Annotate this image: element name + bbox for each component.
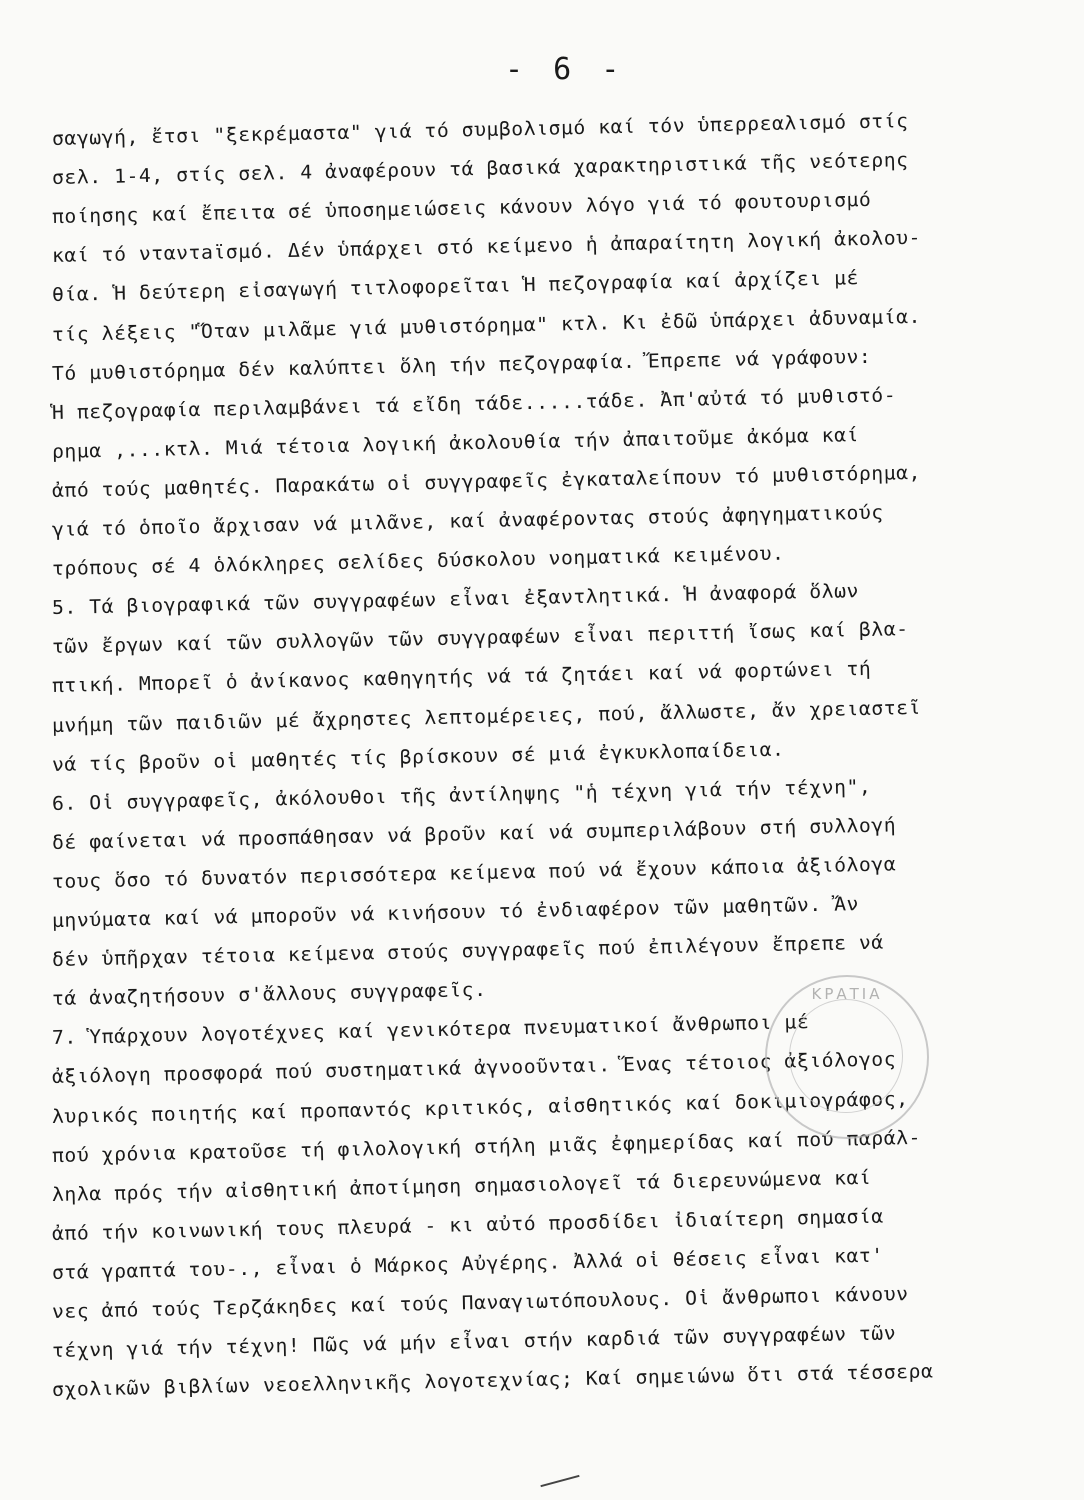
text-line: πού χρόνια κρατοῦσε τή φιλολογική στήλη μιᾶς ἐφημερίδας καί πού παράλ- [51,1126,922,1167]
text-line: νες ἀπό τούς Τερζάκηδες καί τούς Παναγιωτόπουλους. Οἱ ἄνθρωποι κάνουν [51,1283,909,1323]
text-line: σχολικῶν βιβλίων νεοελληνικῆς λογοτεχνίας; Καί σημειώνω ὅτι στά τέσσερα [51,1360,934,1402]
text-line: Ἡ πεζογραφία περιλαμβάνει τά εἴδη τάδε.....τάδε. Ἀπ'αὐτά τό μυθιστό- [51,384,897,424]
text-line: ποίησης καί ἔπειτα σέ ὑποσημειώσεις κάνουν λόγο γιά τό φουτουρισμό [51,189,872,229]
text-line: τίς λέξεις "Ὅταν μιλᾶμε γιά μυθιστόρημα" κτλ. Κι ἐδῶ ὑπάρχει ἀδυναμία. [51,305,922,346]
text-line: σαγωγή, ἔτσι "ξεκρέμαστα" γιά τό συμβολισμό καί τόν ὑπερρεαλισμό στίς [51,110,909,150]
text-line: μνήμη τῶν παιδιῶν μέ ἄχρηστες λεπτομέρειες, πού, ἄλλωστε, ἄν χρειαστεῖ [51,696,922,737]
text-line: τέχνη γιά τήν τέχνη! Πῶς νά μήν εἶναι στήν καρδιά τῶν συγγραφέων τῶν [51,1322,897,1363]
page-number: - 6 - [505,52,626,87]
text-line: Τό μυθιστόρημα δέν καλύπτει ὅλη τήν πεζογραφία. Ἔπρεπε νά γράφουν: [51,345,872,385]
text-line: τρόπους σέ 4 ὁλόκληρες σελίδες δύσκολου νοηματικά κειμένου. [51,542,785,581]
text-line: γιά τό ὁποῖο ἄρχισαν νά μιλᾶνε, καί ἀναφέροντας στούς ἀφηγηματικούς [51,501,884,541]
text-line: δέ φαίνεται νά προσπάθησαν νά βροῦν καί νά συμπεριλάβουν στή συλλογή [51,814,897,854]
text-line: σελ. 1-4, στίς σελ. 4 ἀναφέρουν τά βασικά χαρακτηριστικά τῆς νεότερης [51,149,909,190]
text-line: δέν ὑπῆρχαν τέτοια κείμενα στούς συγγραφεῖς πού ἐπιλέγουν ἔπρεπε νά [51,931,884,972]
text-line: ρημα ,...κτλ. Μιά τέτοια λογική ἀκολουθία τήν ἀπαιτοῦμε ἀκόμα καί [51,423,860,463]
text-line: θία. Ἡ δεύτερη εἰσαγωγή τιτλοφορεῖται Ἡ πεζογραφία καί ἀρχίζει μέ [51,267,860,307]
text-line: τά ἀναζητήσουν σ'ἄλλους συγγραφεῖς. [51,979,487,1011]
text-line: ἀπό τήν κοινωνική τους πλευρά - κι αὐτό προσδίδει ἰδιαίτερη σημασία [51,1205,884,1245]
text-line: πτική. Μπορεῖ ὁ ἀνίκανος καθηγητής νά τά ζητάει καί νά φορτώνει τή [51,658,872,698]
text-line: νά τίς βροῦν οἱ μαθητές τίς βρίσκουν σέ μιά ἐγκυκλοπαίδεια. [51,738,785,776]
text-line: μηνύματα καί νά μποροῦν νά κινήσουν τό ἐνδιαφέρον τῶν μαθητῶν. Ἄν [51,893,860,932]
text-line: τους ὅσο τό δυνατόν περισσότερα κείμενα πού νά ἔχουν κάποια ἀξιόλογα [51,853,897,893]
text-line: τῶν ἔργων καί τῶν συλλογῶν τῶν συγγραφέων εἶναι περιττή ἴσως καί βλα- [51,618,909,659]
text-line: ληλα πρός τήν αἰσθητική ἀποτίμηση σημασιολογεῖ τά διερευνώμενα καί [51,1166,872,1206]
text-line: 6. Οἱ συγγραφεῖς, ἀκόλουθοι τῆς ἀντίληψης "ἡ τέχνη γιά τήν τέχνη", [51,775,872,815]
text-line: στά γραπτά του-., εἶναι ὁ Μάρκος Αὐγέρης. Ἀλλά οἱ θέσεις εἶναι κατ' [51,1244,884,1284]
text-line: καί τό νταντaϊσμό. Δέν ὑπάρχει στό κείμενο ἡ ἀπαραίτητη λογική ἀκολου- [51,227,922,268]
text-line: ἀπό τούς μαθητές. Παρακάτω οἱ συγγραφεῖς ἐγκαταλείπουν τό μυθιστόρημα, [51,461,922,502]
stamp [765,975,929,1139]
stamp-inner-ring [789,999,903,1113]
text-line: ἀξιόλογη προσφορά πού συστηματικά ἀγνοοῦνται. Ἕνας τέτοιος ἀξιόλογος [51,1048,897,1089]
text-line: λυρικός ποιητής καί προπαντός κριτικός, αἰσθητικός καί δοκιμιογράφος, [51,1087,909,1128]
text-line: 7. Ὑπάρχουν λογοτέχνες καί γενικότερα πνευματικοί ἄνθρωποι μέ [51,1011,810,1050]
stamp-text: ΚΡΑΤΙΑ [811,985,883,1003]
text-line: 5. Τά βιογραφικά τῶν συγγραφέων εἶναι ἐξαντλητικά. Ἡ ἀναφορά ὅλων [51,580,860,620]
